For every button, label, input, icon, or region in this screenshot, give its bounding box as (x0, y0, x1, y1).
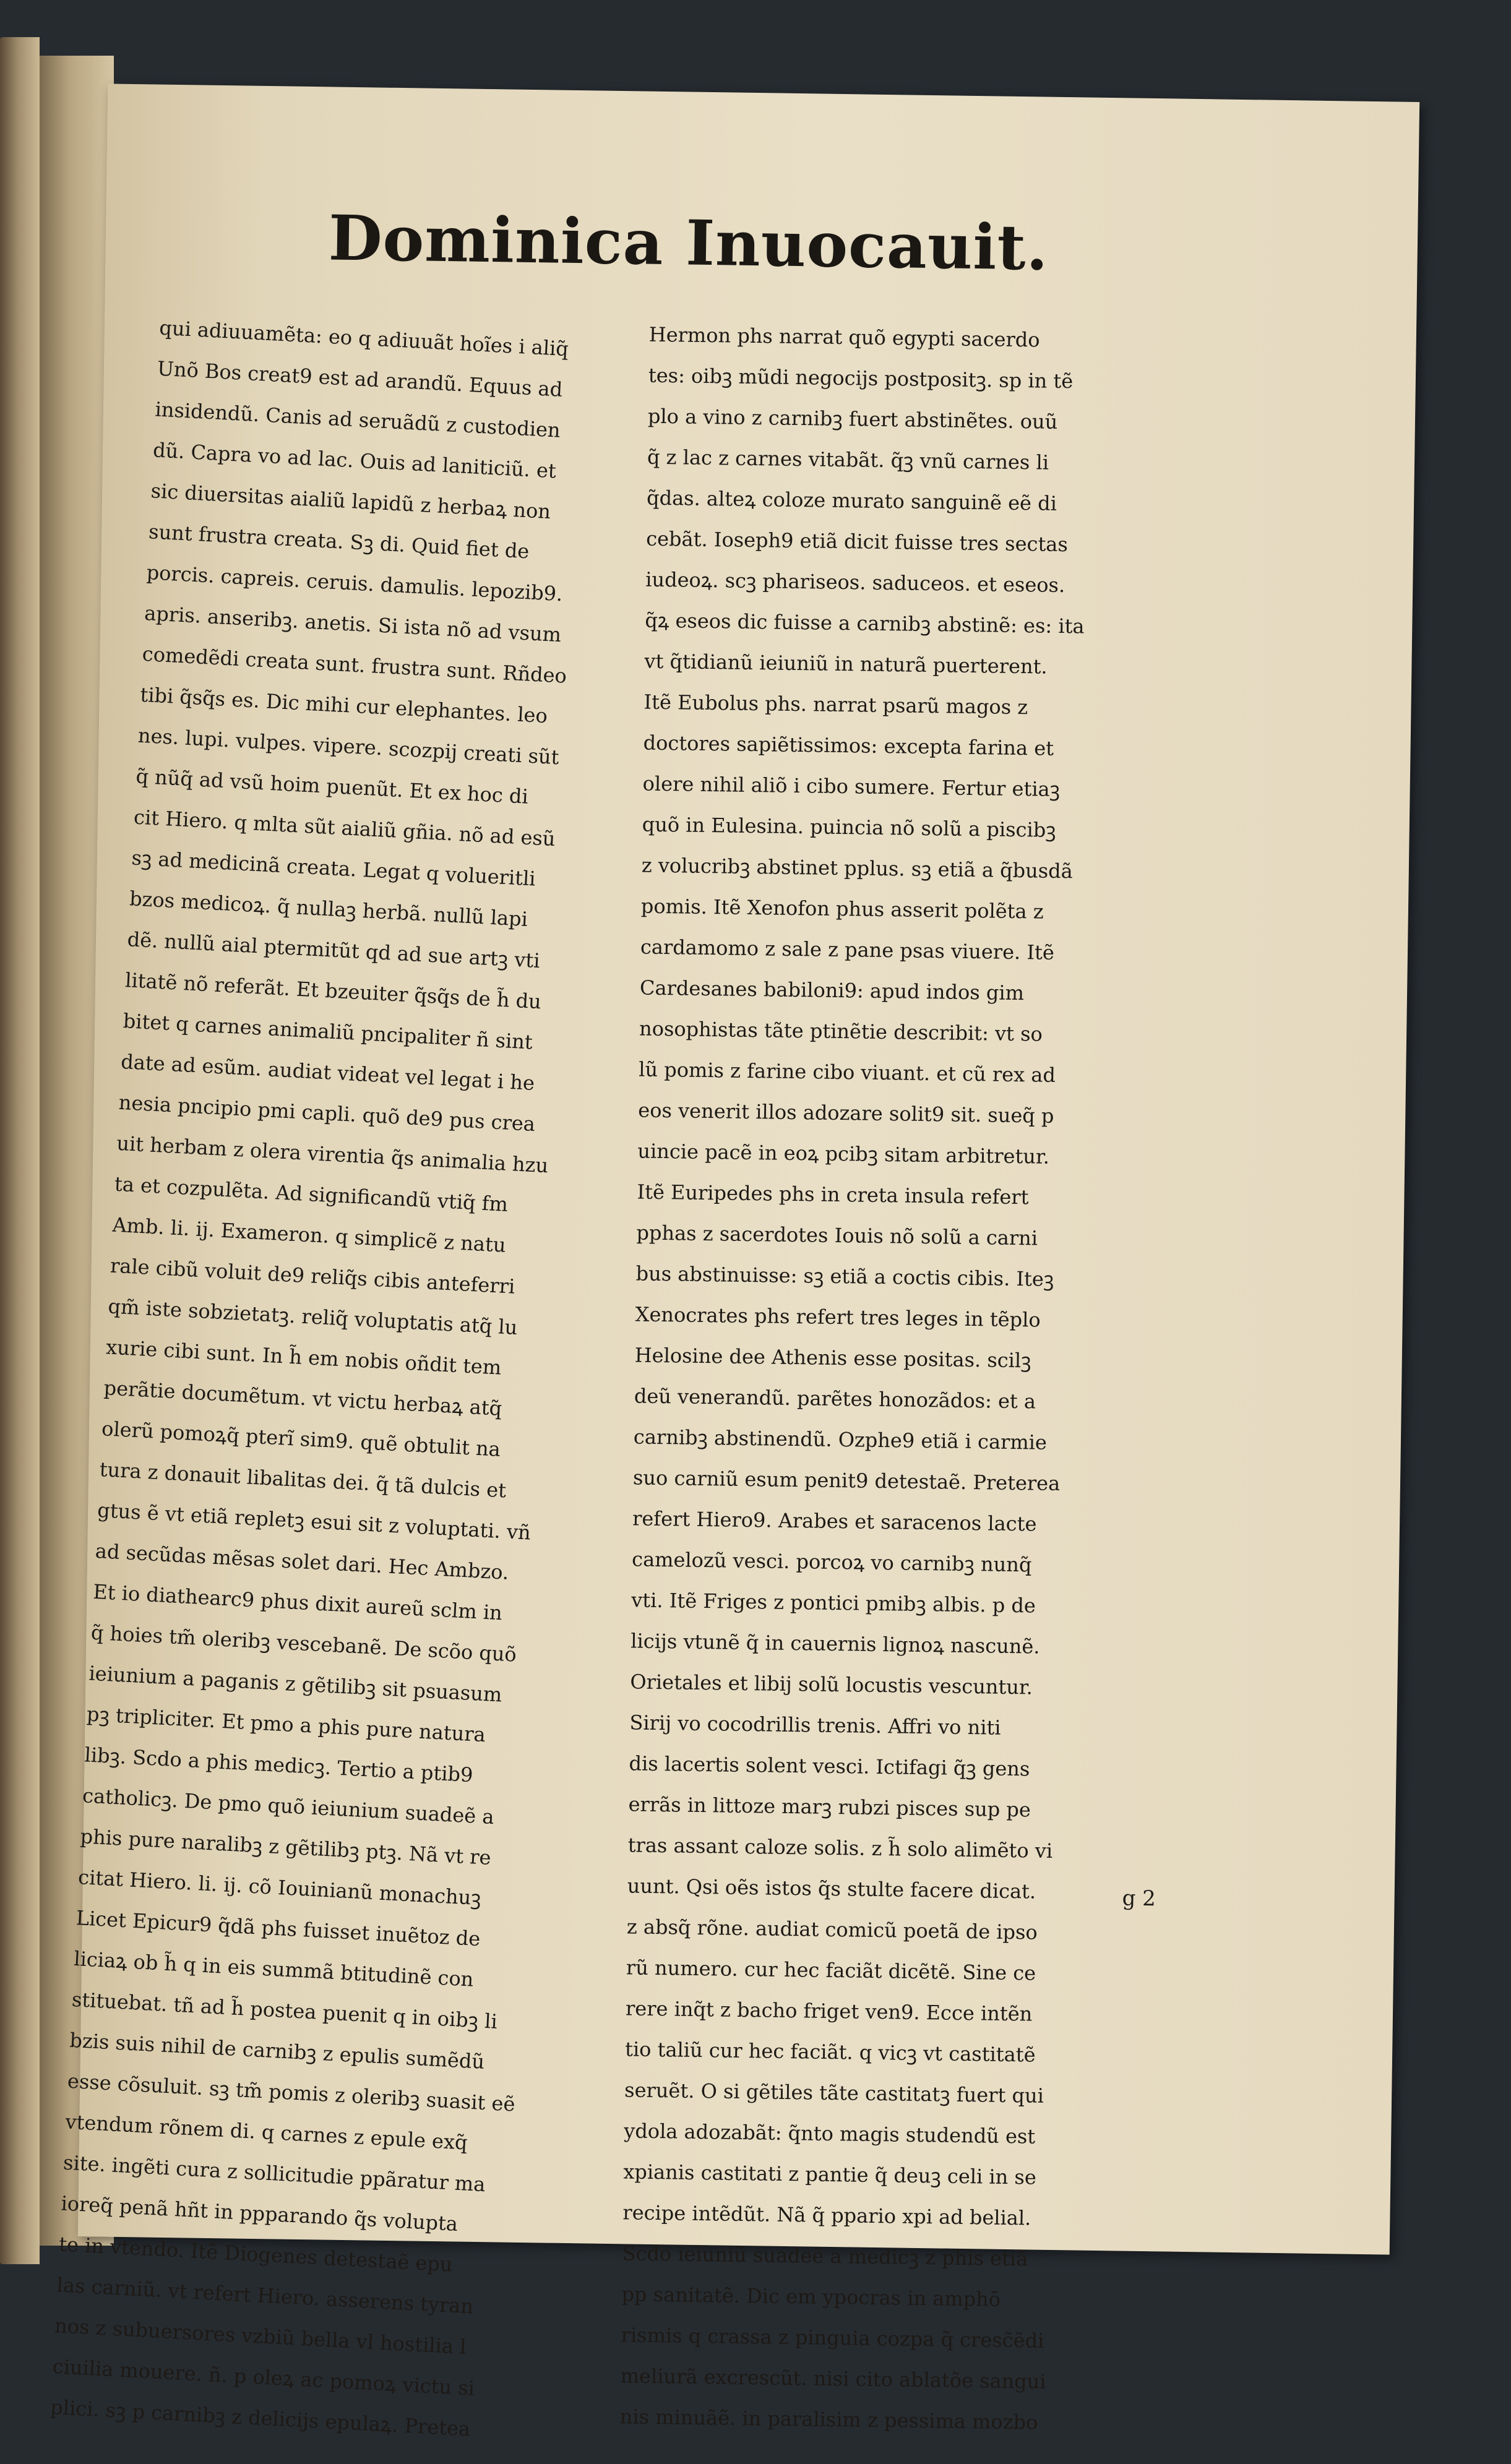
right-text-column (619, 314, 1119, 2444)
text-line: ioreq̃ penã hñt in ppparando q̃s volupta (60, 2191, 458, 2236)
text-line: tura z donauit libalitas dei. q̃ tã dulcis et (98, 1457, 507, 1503)
text-line: bzis suis nihil de carnibꝫ z epulis sumẽdũ (69, 2028, 486, 2074)
text-line: insidendũ. Canis ad seruãdũ z custodien (154, 397, 561, 442)
adjacent-page-edge (0, 37, 40, 2264)
text-line: Helosine dee Athenis esse positas. scilꝫ (634, 1343, 1031, 1373)
text-line: rale cibũ voluit de9 reliq̃s cibis anteferri (110, 1253, 516, 1299)
text-line: cit Hiero. q mlta sũt aialiũ gñia. nõ ad esũ (133, 805, 556, 851)
text-line: gtus ẽ vt etiã repletꝫ esui sit z voluptati. vñ (97, 1498, 532, 1545)
text-line: Xenocrates phs refert tres leges in tẽplo (635, 1302, 1041, 1332)
text-line: bus abstinuisse: sꝫ etiã a coctis cibis. Iteꝫ (635, 1261, 1054, 1291)
text-line: comedẽdi creata sunt. frustra sunt. Rñdeo (142, 642, 567, 688)
signature-mark: g 2 (1122, 1886, 1156, 1912)
text-line: q̃ꝝ eseos dic fuisse a carnibꝫ abstinẽ: es: ita (645, 608, 1085, 638)
text-line: phis pure naralibꝫ z gẽtilibꝫ ptꝫ. Nã vt re (79, 1824, 492, 1869)
text-line: z absq̃ rõne. audiat comicũ poetã de ipso (626, 1915, 1038, 1944)
page-heading: Dominica Inuocauit. (328, 201, 1049, 285)
text-line: ta et cozpulẽta. Ad significandũ vtiq̃ fm (114, 1172, 509, 1216)
text-line: sꝫ ad medicinã creata. Legat q volueritli (131, 846, 536, 891)
text-line: Licet Epicur9 q̃dã phs fuisset inuẽtoz de (75, 1906, 481, 1951)
text-line: perãtie documẽtum. vt victu herbaꝝ atq̃ (103, 1376, 503, 1420)
text-line: licijs vtunẽ q̃ in cauernis lignoꝝ nascunẽ. (631, 1629, 1040, 1659)
text-line: q̃ nũq̃ ad vsũ hoim puenũt. Et ex hoc di (135, 764, 529, 809)
text-line: litatẽ nõ referãt. Et bzeuiter q̃sq̃s de h̃ du (124, 968, 542, 1014)
text-line: site. ingẽti cura z sollicitudie ppãratur ma (62, 2150, 486, 2197)
text-line: tio taliũ cur hec faciãt. q vicꝫ vt castitatẽ (624, 2037, 1036, 2067)
text-line: plici. sꝫ p carnibꝫ z delicijs epulaꝝ. Pretea (50, 2395, 471, 2441)
text-line: pp sanitatẽ. Dic em ypocras in amphō (621, 2282, 1001, 2311)
text-line: esse cõsuluit. sꝫ tm̃ pomis z oleribꝫ suasit eẽ (67, 2069, 516, 2116)
text-line: Scdo ieiuniũ suadeẽ a medicꝫ z phis etiã (622, 2241, 1028, 2271)
text-line: tes: oibꝫ mũdi negocijs postpositꝫ. sp in tẽ (648, 363, 1074, 393)
text-line: ieiunium a paganis z gẽtilibꝫ sit psuasum (88, 1661, 503, 1707)
text-line: rere inq̃t z bacho friget ven9. Ecce intẽn (625, 1996, 1033, 2026)
text-line: cardamomo z sale z pane psas viuere. Itẽ (640, 935, 1055, 964)
text-line: apris. anseribꝫ. anetis. Si ista nõ ad vsum (144, 601, 562, 647)
text-line: sunt frustra creata. Sꝫ di. Quid fiet de (148, 520, 530, 564)
text-line: liciaꝝ ob h̃ q in eis summã btitudinẽ con (73, 1946, 475, 1991)
text-line: Amb. li. ij. Exameron. q simplicẽ z natu (111, 1213, 507, 1257)
text-line: xurie cibi sunt. In h̃ em nobis oñdit tem (105, 1335, 502, 1380)
text-line: nes. lupi. vulpes. vipere. scozpij creati sũt (137, 723, 560, 770)
text-line: stituebat. tñ ad h̃ postea puenit q in oibꝫ li (71, 1987, 498, 2033)
text-line: carnibꝫ abstinendũ. Ozphe9 etiã i carmie (633, 1425, 1048, 1454)
text-line: Orietales et libij solũ locustis vescuntur. (630, 1670, 1033, 1699)
text-line: tras assant caloze solis. z h̃ solo alimẽto vi (627, 1833, 1053, 1863)
left-text-column (50, 307, 631, 2452)
text-line: qui adiuuamẽta: eo q adiuuãt hoĩes i aliq̃ (158, 316, 569, 361)
text-line: pphas z sacerdotes Iouis nõ solũ a carni (636, 1221, 1038, 1250)
text-line: libꝫ. Scdo a phis medicꝫ. Tertio a ptib9 (84, 1743, 474, 1787)
text-line: catholicꝫ. De pmo quõ ieiunium suadeẽ a (82, 1784, 495, 1829)
text-line: ydola adozabãt: q̃nto magis studendũ est (624, 2119, 1036, 2148)
text-line: recipe intẽdũt. Nã q̃ ppario xpi ad belial. (622, 2200, 1031, 2230)
text-line: errãs in littoze marꝫ rubzi pisces sup pe (628, 1792, 1031, 1822)
text-line: bzos medicoꝝ. q̃ nullaꝫ herbã. nullũ lapi (129, 886, 528, 931)
text-line: dũ. Capra vo ad lac. Ouis ad laniticiũ. et (152, 438, 557, 483)
text-line: qm̃ iste sobzietatꝫ. reliq̃ voluptatis atq̃ lu (107, 1294, 519, 1340)
text-line: iudeoꝝ. scꝫ phariseos. saduceos. et eseos. (645, 567, 1065, 598)
text-line: nis minuãẽ. in paralisim z pessima mozbo (619, 2405, 1038, 2434)
text-line: vtendum rõnem di. q carnes z epule exq̃ (64, 2110, 468, 2155)
text-line: tibi q̃sq̃s es. Dic mihi cur elephantes. leo (139, 682, 548, 728)
text-line: rismis q crassa z pinguia cozpa q̃ cresc̃ẽdi (621, 2323, 1044, 2353)
text-line: porcis. capreis. ceruis. damulis. lepozib9. (145, 560, 564, 606)
text-line: Unõ Bos creat9 est ad arandũ. Equus ad (157, 356, 564, 401)
text-line: seruẽt. O si gẽtiles tãte castitatꝫ fuert qui (624, 2078, 1044, 2108)
text-line: Hermon phs narrat quõ egypti sacerdo (648, 322, 1040, 352)
text-line: te in vtendo. Itẽ Diogenes detestaẽ epu (58, 2232, 454, 2277)
text-line: Sirij vo cocodrillis trenis. Affri vo niti (629, 1711, 1001, 1740)
text-line: z volucribꝫ abstinet pplus. sꝫ etiã a q̃busdã (641, 853, 1074, 883)
text-line: vt q̃tidianũ ieiuniũ in naturã puerterent. (644, 649, 1048, 679)
text-line: dis lacertis solent vesci. Ictifagi q̃ꝫ gens (629, 1751, 1030, 1781)
text-line: olere nihil aliõ i cibo sumere. Fertur etiaꝫ (642, 771, 1061, 801)
text-line: ciuilia mouere. ñ. p oleꝝ ac pomoꝝ victu si (51, 2355, 475, 2400)
text-line: dẽ. nullũ aial ptermitũt qd ad sue artꝫ vti (126, 927, 541, 973)
text-line: xpianis castitati z pantie q̃ deuꝫ celi in se (623, 2160, 1037, 2189)
text-line: eos venerit illos adozare solit9 sit. sueq̃ p (638, 1098, 1054, 1128)
text-line: sic diuersitas aialiũ lapidũ z herbaꝝ non (150, 479, 551, 524)
text-line: plo a vino z carnibꝫ fuert abstinẽtes. ouũ (647, 404, 1058, 434)
text-line: Et io diathearc9 phus dixit aureũ sclm in (92, 1579, 503, 1625)
text-line: q̃ hoies tm̃ oleribꝫ vescebanẽ. De scõo quõ (90, 1620, 517, 1667)
text-line: vti. Itẽ Friges z pontici pmibꝫ albis. p de (631, 1588, 1036, 1618)
text-line: suo carniũ esum penit9 detestaẽ. Preterea (632, 1466, 1061, 1496)
text-line: rũ numero. cur hec faciãt dicẽtẽ. Sine ce (626, 1955, 1036, 1985)
text-line: Itẽ Eubolus phs. narrat psarũ magos z (644, 690, 1028, 719)
text-line: quõ in Eulesina. puincia nõ solũ a piscibꝫ (642, 812, 1056, 842)
text-line: olerũ pomoꝝq̃ pterĩ sim9. quẽ obtulit na (101, 1417, 501, 1461)
text-line: uunt. Qsi oẽs istos q̃s stulte facere dicat. (627, 1874, 1036, 1904)
text-line: doctores sapiẽtissimos: excepta farina et (643, 731, 1054, 760)
text-line: las carniũ. vt refert Hiero. asserens tyran (56, 2273, 474, 2319)
text-line: bitet q carnes animaliũ pncipaliter ñ sint (122, 1009, 533, 1054)
text-line: nos z subuersores vzbiũ bella vl hostilia l (54, 2314, 467, 2359)
text-line: pomis. Itẽ Xenofon phus asserit polẽta z (640, 894, 1044, 924)
text-line: date ad esũm. audiat videat vel legat i he (120, 1049, 535, 1095)
text-line: cebãt. Ioseph9 etiã dicit fuisse tres sectas (645, 526, 1069, 557)
text-line: Itẽ Euripedes phs in creta insula refert (637, 1180, 1029, 1209)
text-line: nesia pncipio pmi capli. quõ de9 pus crea (118, 1090, 536, 1136)
text-line: q̃ z lac z carnes vitabãt. q̃ꝫ vnũ carnes li (647, 445, 1049, 474)
text-line: nosophistas tãte ptinẽtie describit: vt so (639, 1016, 1043, 1046)
text-line: ad secũdas mẽsas solet dari. Hec Ambzo. (95, 1539, 510, 1584)
text-line: q̃das. alteꝝ coloze murato sanguinẽ eẽ di (646, 486, 1057, 515)
text-line: Cardesanes babiloni9: apud indos gim (639, 976, 1025, 1005)
text-line: pꝫ tripliciter. Et pmo a phis pure natura (86, 1702, 486, 1747)
text-line: lũ pomis z farine cibo viuant. et cũ rex ad (638, 1057, 1056, 1087)
book-page (50, 84, 1419, 2441)
text-line: refert Hiero9. Arabes et saracenos lacte (632, 1506, 1037, 1536)
text-line: uincie pacẽ in eoꝝ pcibꝫ sitam arbitretur. (637, 1139, 1050, 1169)
text-line: camelozũ vesci. porcoꝝ vo carnibꝫ nunq̃ (631, 1547, 1032, 1577)
text-line: citat Hiero. li. ij. cõ Iouinianũ monachuꝫ (77, 1865, 482, 1910)
text-line: uit herbam z olera virentia q̃s animalia hzu (116, 1131, 549, 1178)
text-line: deũ venerandũ. parẽtes honozãdos: et a (634, 1384, 1036, 1414)
text-line: meliurã excrescũt. nisi cito ablatõe sangui (620, 2364, 1046, 2393)
